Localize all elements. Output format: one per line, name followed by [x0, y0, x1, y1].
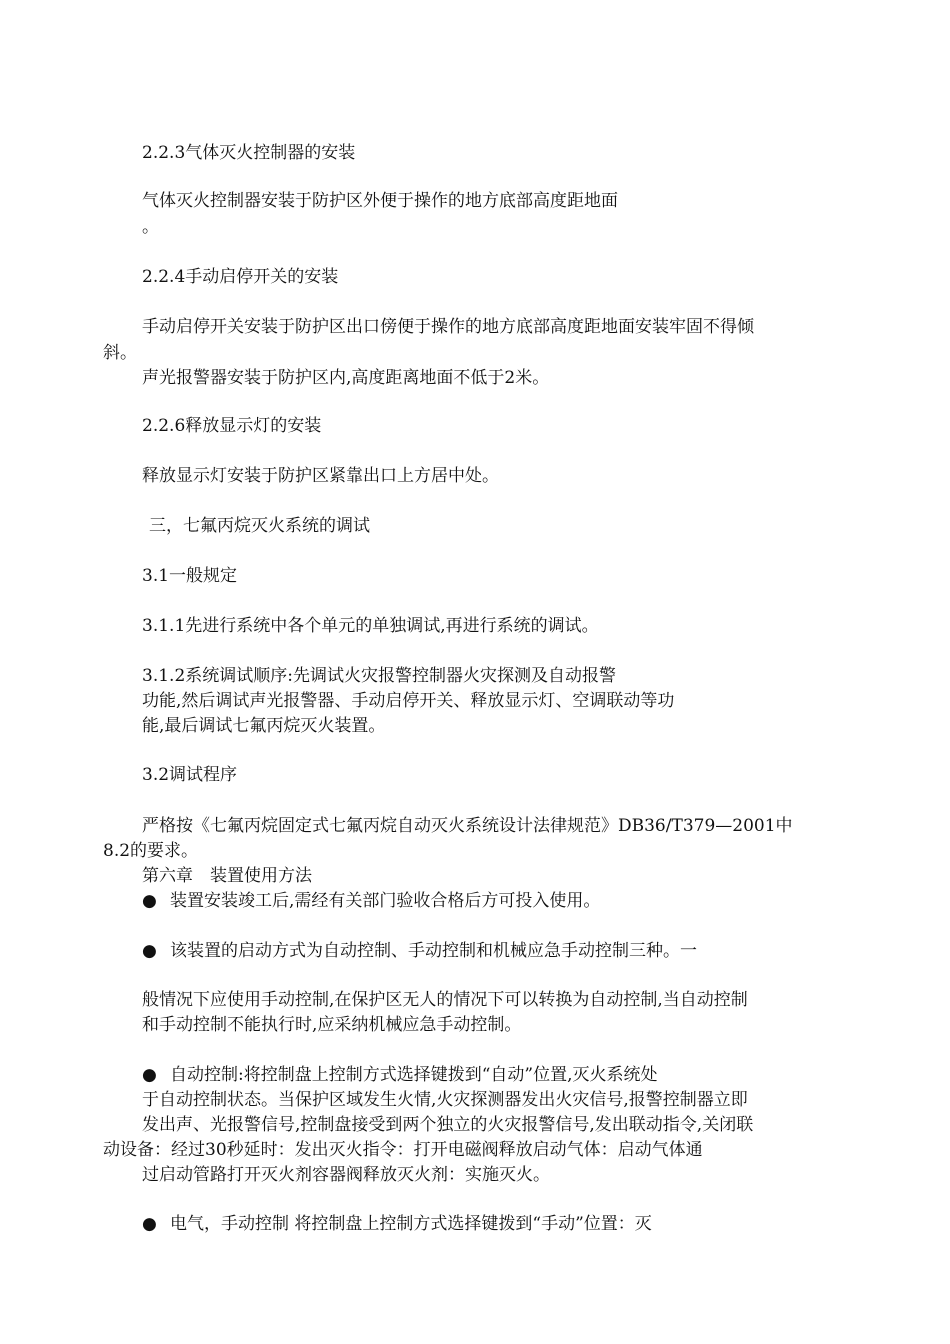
section-heading-3-1: 3.1一般规定	[142, 566, 238, 586]
paragraph-line: 3.1.2系统调试顺序:先调试火灾报警控制器火灾探测及自动报警	[142, 666, 616, 686]
bullet-item	[142, 1063, 658, 1087]
section-heading-3-2: 3.2调试程序	[142, 765, 238, 785]
bullet-icon: ●	[142, 941, 157, 961]
section-heading-2-2-6: 2.2.6释放显示灯的安装	[142, 416, 322, 436]
paragraph-line: 严格按《七氟丙烷固定式七氟丙烷自动灭火系统设计法律规范》DB36/T379—2001中	[142, 816, 793, 836]
paragraph-line: 过启动管路打开灭火剂容器阀释放灭火剂：实施灭火。	[142, 1165, 550, 1185]
bullet-item	[142, 1212, 652, 1236]
bullet-item	[142, 889, 600, 913]
paragraph-line: 声光报警器安装于防护区内,高度距离地面不低于2米。	[142, 368, 550, 388]
section-heading-2-2-3: 2.2.3气体灭火控制器的安装	[142, 143, 356, 163]
chapter-heading-3: 三，七氟丙烷灭火系统的调试	[149, 516, 370, 536]
paragraph-line: 功能,然后调试声光报警器、手动启停开关、释放显示灯、空调联动等功	[142, 691, 675, 711]
paragraph-line: 。	[142, 217, 159, 237]
paragraph-line: 手动启停开关安装于防护区出口傍便于操作的地方底部高度距地面安装牢固不得倾	[142, 317, 754, 337]
chapter-heading-6: 第六章 装置使用方法	[142, 866, 312, 886]
bullet-icon: ●	[142, 1214, 157, 1234]
paragraph-line: 释放显示灯安装于防护区紧靠出口上方居中处。	[142, 466, 499, 486]
paragraph-line: 气体灭火控制器安装于防护区外便于操作的地方底部高度距地面	[142, 191, 618, 211]
bullet-text: 该装置的启动方式为自动控制、手动控制和机械应急手动控制三种。一	[170, 941, 697, 961]
bullet-icon: ●	[142, 1065, 157, 1085]
paragraph-line: 动设备：经过30秒延时：发出灭火指令：打开电磁阀释放启动气体：启动气体通	[103, 1140, 703, 1160]
bullet-icon: ●	[142, 891, 157, 911]
paragraph-line: 发出声、光报警信号,控制盘接受到两个独立的火灾报警信号,发出联动指令,关闭联	[142, 1115, 754, 1135]
paragraph-line: 8.2的要求。	[103, 841, 199, 861]
paragraph-line: 和手动控制不能执行时,应采纳机械应急手动控制。	[142, 1015, 522, 1035]
paragraph-line: 能,最后调试七氟丙烷灭火装置。	[142, 716, 386, 736]
paragraph-line: 斜。	[103, 343, 137, 363]
paragraph-line: 于自动控制状态。当保护区域发生火情,火灾探测器发出火灾信号,报警控制器立即	[142, 1090, 748, 1110]
bullet-text: 装置安装竣工后,需经有关部门验收合格后方可投入使用。	[170, 891, 601, 911]
paragraph-line: 3.1.1先进行系统中各个单元的单独调试,再进行系统的调试。	[142, 616, 599, 636]
bullet-text: 电气，手动控制 将控制盘上控制方式选择键拨到“手动”位置：灭	[170, 1214, 652, 1234]
bullet-text: 自动控制:将控制盘上控制方式选择键拨到“自动”位置,灭火系统处	[170, 1065, 658, 1085]
bullet-item	[142, 939, 697, 963]
paragraph-line: 般情况下应使用手动控制,在保护区无人的情况下可以转换为自动控制,当自动控制	[142, 990, 748, 1010]
section-heading-2-2-4: 2.2.4手动启停开关的安装	[142, 267, 339, 287]
